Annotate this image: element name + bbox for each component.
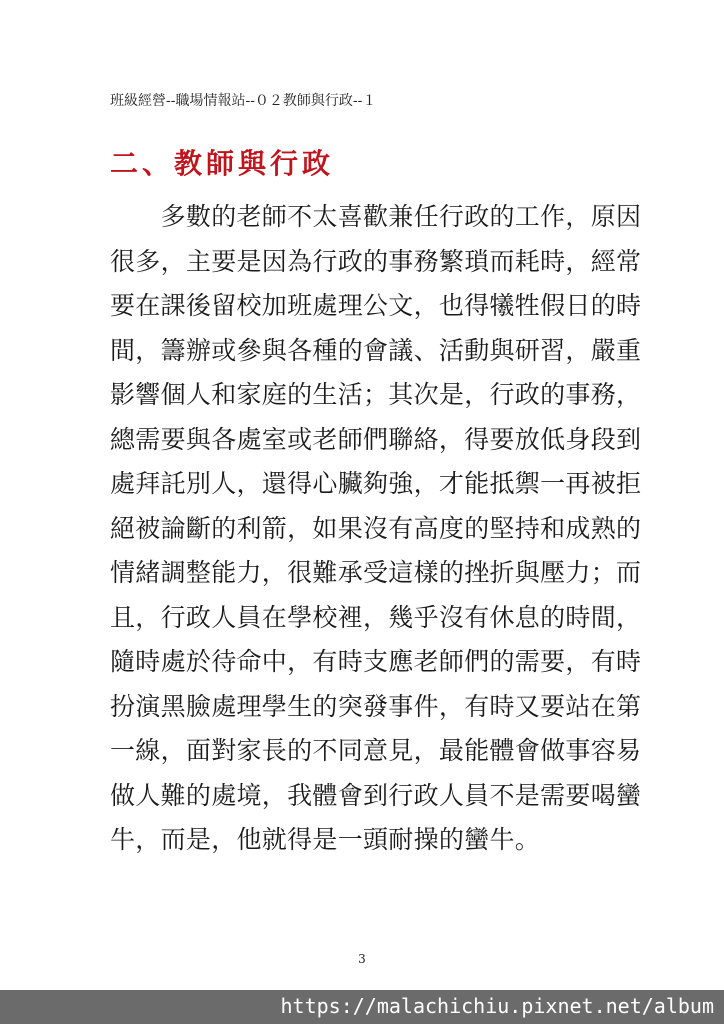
- watermark-bar: [0, 990, 724, 1024]
- body-line: 總需要與各處室或老師們聯絡，得要放低身段到: [110, 424, 642, 454]
- body-line: 一線，面對家長的不同意見，最能體會做事容易: [110, 736, 642, 765]
- section-title: 二、教師與行政: [110, 147, 335, 180]
- body-line: 影響個人和家庭的生活；其次是，行政的事務，: [110, 380, 642, 409]
- body-paragraph: [110, 195, 642, 863]
- body-line: 扮演黑臉處理學生的突發事件，有時又要站在第: [110, 691, 642, 721]
- body-line: 隨時處於待命中，有時支應老師們的需要，有時: [110, 647, 642, 676]
- body-line: 處拜託別人，還得心臟夠強，才能抵禦一再被拒: [110, 469, 642, 498]
- body-line: 牛，而是，他就得是一頭耐操的蠻牛。: [110, 825, 541, 854]
- body-line: 做人難的處境，我體會到行政人員不是需要喝蠻: [110, 780, 642, 810]
- body-line: 且，行政人員在學校裡，幾乎沒有休息的時間，: [110, 602, 642, 632]
- body-line: 多數的老師不太喜歡兼任行政的工作，原因: [110, 202, 642, 231]
- body-line: 要在課後留校加班處理公文，也得犧牲假日的時: [110, 291, 642, 320]
- page-number: 3: [358, 952, 366, 966]
- watermark-url: https://malachichiu.pixnet.net/album: [280, 994, 714, 1018]
- body-line: 情緒調整能力，很難承受這樣的挫折與壓力；而: [110, 558, 642, 587]
- body-line: 很多，主要是因為行政的事務繁瑣而耗時，經常: [110, 246, 642, 276]
- body-line: 間，籌辦或參與各種的會議、活動與研習，嚴重: [110, 335, 642, 365]
- body-line: 絕被論斷的利箭，如果沒有高度的堅持和成熟的: [110, 513, 642, 543]
- running-header: 班級經營--職場情報站--０２教師與行政--１: [110, 93, 377, 109]
